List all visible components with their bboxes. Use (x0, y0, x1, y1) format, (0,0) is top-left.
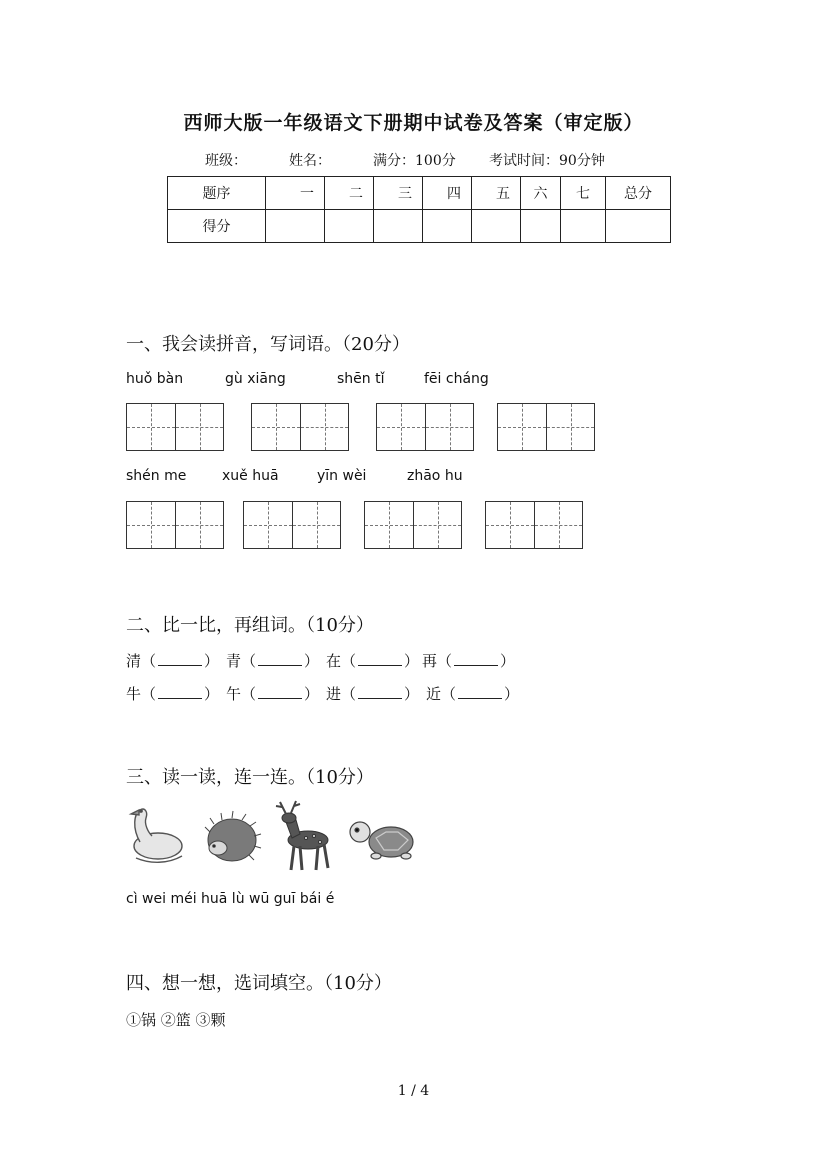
class-label: 班级： (205, 153, 247, 169)
turtle-icon (350, 822, 413, 859)
compare-item: 青（ ） (226, 652, 320, 670)
answer-blank[interactable] (158, 684, 202, 699)
section-4-heading: 四、想一想，选词填空。（10分） (126, 973, 392, 994)
header-cell: 五 (472, 177, 521, 210)
pinyin: yīn wèi (317, 468, 367, 484)
deer-icon (276, 801, 328, 870)
writing-grid[interactable] (126, 403, 224, 451)
full-score-label: 满分：100分 (373, 153, 456, 169)
score-cell[interactable] (472, 210, 521, 243)
page-title: 西师大版一年级语文下册期中试卷及答案（审定版） (183, 112, 644, 134)
animal-pictures (126, 798, 426, 878)
pinyin: zhāo hu (407, 468, 463, 484)
header-cell: 二 (325, 177, 374, 210)
answer-blank[interactable] (458, 684, 502, 699)
section-3-heading: 三、读一读，连一连。（10分） (126, 767, 374, 788)
hedgehog-icon (205, 811, 261, 861)
pinyin: shén me (126, 468, 187, 484)
answer-blank[interactable] (258, 684, 302, 699)
header-cell: 四 (423, 177, 472, 210)
compare-item: 进（ ） (326, 685, 420, 703)
compare-row-2 (126, 683, 546, 703)
pinyin: fēi cháng (424, 371, 489, 387)
score-cell[interactable] (266, 210, 325, 243)
score-cell[interactable] (521, 210, 561, 243)
compare-item: 在（ ） (326, 652, 420, 670)
writing-grid[interactable] (126, 501, 224, 549)
answer-blank[interactable] (358, 684, 402, 699)
compare-item: 午（ ） (226, 685, 320, 703)
exam-time-label: 考试时间：90分钟 (489, 153, 605, 169)
compare-item: 清（ ） (126, 652, 220, 670)
name-label: 姓名： (289, 153, 331, 169)
score-table-score-row (168, 210, 671, 243)
compare-row-1 (126, 650, 546, 670)
pinyin: gù xiāng (225, 371, 286, 387)
compare-item: 再（ ） (422, 652, 516, 670)
score-cell[interactable] (561, 210, 606, 243)
score-table-header-row (168, 177, 671, 210)
score-table (167, 176, 671, 243)
answer-blank[interactable] (358, 651, 402, 666)
header-cell: 七 (561, 177, 606, 210)
score-cell[interactable] (606, 210, 671, 243)
header-cell: 六 (521, 177, 561, 210)
pinyin: shēn tǐ (337, 371, 385, 387)
section-1-heading: 一、我会读拼音，写词语。（20分） (126, 334, 410, 355)
goose-icon (131, 809, 182, 862)
header-cell: 一 (266, 177, 325, 210)
writing-grid[interactable] (243, 501, 341, 549)
header-cell: 三 (374, 177, 423, 210)
writing-grid[interactable] (364, 501, 462, 549)
writing-grid[interactable] (485, 501, 583, 549)
answer-blank[interactable] (158, 651, 202, 666)
header-cell: 题序 (168, 177, 266, 210)
writing-grid[interactable] (497, 403, 595, 451)
animal-pinyin-row: cì wei méi huā lù wū guī bái é (126, 891, 335, 907)
pinyin: xuě huā (222, 468, 279, 484)
writing-grid[interactable] (376, 403, 474, 451)
score-cell[interactable] (325, 210, 374, 243)
score-cell[interactable] (423, 210, 472, 243)
page-number: 1 / 4 (397, 1083, 430, 1099)
answer-blank[interactable] (258, 651, 302, 666)
pinyin: huǒ bàn (126, 371, 184, 387)
score-cell[interactable] (374, 210, 423, 243)
header-cell: 总分 (606, 177, 671, 210)
section-2-heading: 二、比一比，再组词。（10分） (126, 615, 374, 636)
word-options: ①锅 ②篮 ③颗 (126, 1011, 226, 1029)
answer-blank[interactable] (454, 651, 498, 666)
row-label: 得分 (168, 210, 266, 243)
compare-item: 近（ ） (426, 685, 520, 703)
writing-grid[interactable] (251, 403, 349, 451)
compare-item: 牛（ ） (126, 685, 220, 703)
